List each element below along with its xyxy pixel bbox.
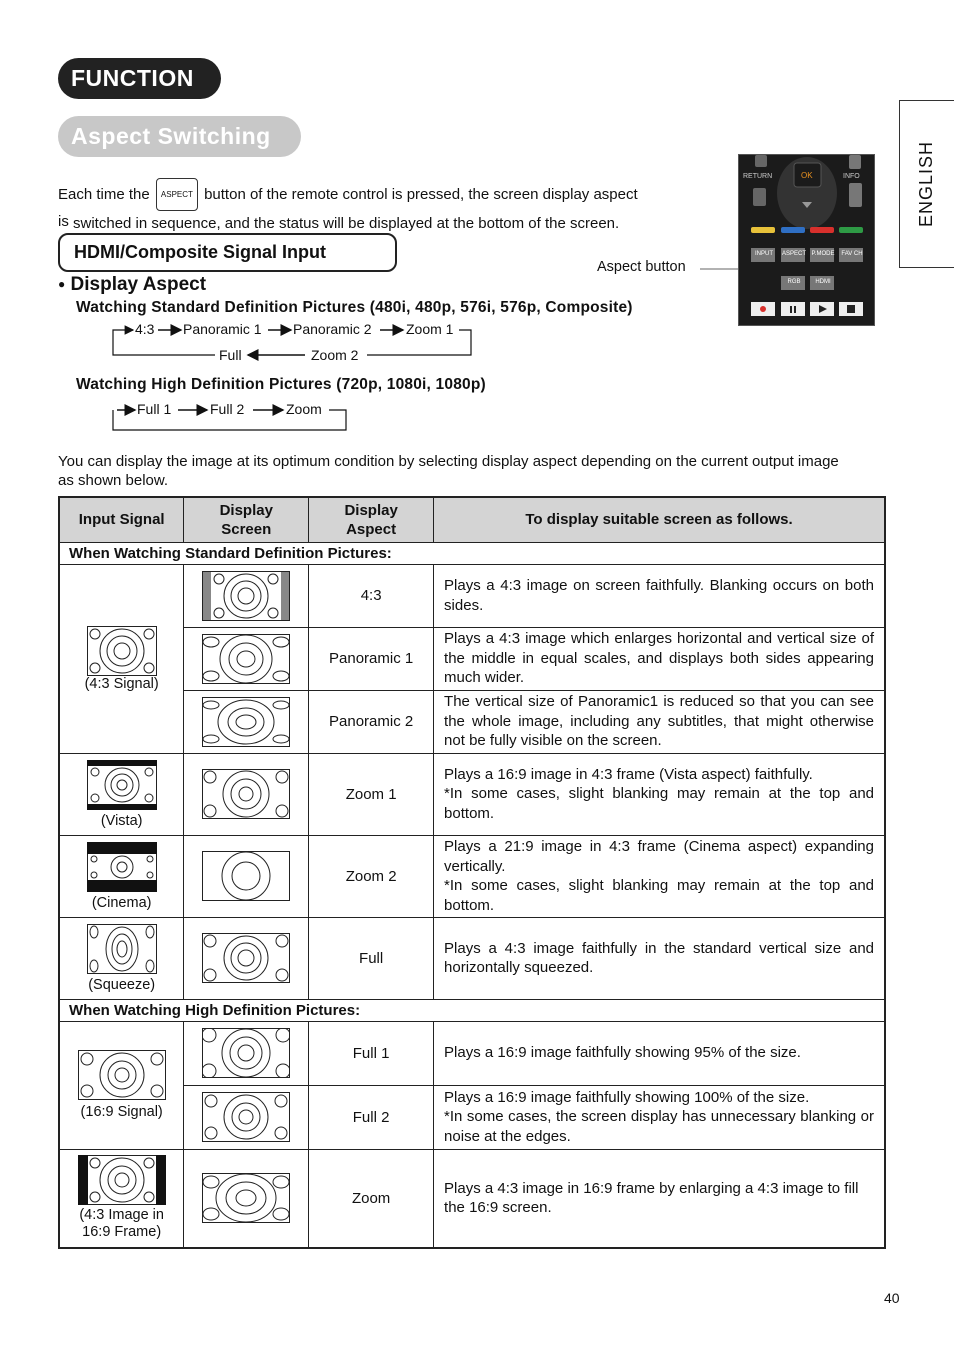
- signal-169-icon: [78, 1050, 166, 1100]
- table-row: [59, 1021, 885, 1085]
- body-paragraph: You can display the image at its optimum condition by selecting display aspect depending on the current output image as shown below.: [58, 453, 839, 489]
- screen-43-cell: [184, 564, 309, 627]
- desc-zoom1-cell: [434, 753, 885, 835]
- sd-section-label: When Watching Standard Definition Pictures:: [59, 542, 885, 564]
- table-row: [59, 627, 885, 690]
- signal-43in169-cell: [59, 1149, 184, 1248]
- page-number: 40: [884, 1290, 900, 1306]
- desc-43: Plays a 4:3 image on screen faithfully. Blanking occurs on both sides.: [434, 564, 885, 627]
- screen-43-icon: [202, 571, 290, 621]
- aspect-zoom: Zoom: [309, 1149, 434, 1248]
- display-aspect-title: [58, 274, 206, 296]
- sd-flow-43: 4:3: [135, 321, 155, 337]
- screen-full2-cell: [184, 1085, 309, 1149]
- aspect-table: [58, 496, 886, 1249]
- signal-cinema-label: (Cinema): [91, 894, 152, 911]
- screen-full1-cell: [184, 1021, 309, 1085]
- table-row: [59, 835, 885, 917]
- screen-panoramic2-cell: [184, 690, 309, 753]
- note-zoom2: *In some cases, slight blanking may remain at the top and bottom.: [444, 877, 874, 914]
- desc-zoom2-cell: [434, 835, 885, 917]
- header-description: To display suitable screen as follows.: [434, 497, 885, 542]
- screen-zoom-cell: [184, 1149, 309, 1248]
- remote-aspect-button: ASPECT: [782, 251, 807, 257]
- table-header-row: [59, 497, 885, 542]
- sd-flow-panoramic1: Panoramic 1: [183, 321, 262, 337]
- hd-section-label: When Watching High Definition Pictures:: [59, 999, 885, 1021]
- intro-text-2: button of the remote control is pressed, the screen display aspect: [204, 186, 638, 203]
- desc-zoom: Plays a 4:3 image in 16:9 frame by enlarging a 4:3 image to fill the 16:9 screen.: [434, 1149, 885, 1248]
- aspect-full: Full: [309, 917, 434, 999]
- screen-zoom1-cell: [184, 753, 309, 835]
- note-zoom1: *In some cases, slight blanking may remain at the top and bottom.: [444, 785, 874, 822]
- signal-squeeze-cell: [59, 917, 184, 999]
- hd-heading: Watching High Definition Pictures (720p, 1080i, 1080p): [76, 376, 486, 393]
- language-tab: [899, 100, 954, 268]
- signal-43-label: (4:3 Signal): [84, 675, 159, 692]
- signal-cinema-icon: [87, 842, 157, 892]
- signal-vista-cell: [59, 753, 184, 835]
- desc-zoom2: Plays a 21:9 image in 4:3 frame (Cinema aspect) expanding vertically.: [444, 838, 874, 875]
- sd-flow-zoom1: Zoom 1: [406, 321, 454, 337]
- sd-flow-panoramic2: Panoramic 2: [293, 321, 372, 337]
- signal-169-cell: [59, 1021, 184, 1149]
- header-display-screen: Display Screen: [184, 497, 309, 542]
- sd-flow-zoom2: Zoom 2: [311, 347, 359, 363]
- remote-rgb-button: RGB: [787, 279, 801, 285]
- aspect-zoom2: Zoom 2: [309, 835, 434, 917]
- desc-panoramic2: The vertical size of Panoramic1 is reduced so that you can see the whole image, including any subtitles, that might otherwise not be fully visible on the screen.: [434, 690, 885, 753]
- signal-squeeze-icon: [87, 924, 157, 974]
- remote-hdmi-button: HDMI: [815, 279, 831, 285]
- header-input-signal: Input Signal: [59, 497, 184, 542]
- desc-full2: Plays a 16:9 image faithfully showing 100% of the size.: [444, 1088, 810, 1106]
- display-aspect-label: Display Aspect: [70, 274, 207, 295]
- desc-zoom1: Plays a 16:9 image in 4:3 frame (Vista aspect) faithfully.: [444, 765, 813, 783]
- aspect-full1: Full 1: [309, 1021, 434, 1085]
- desc-full1: Plays a 16:9 image faithfully showing 95% of the size.: [434, 1021, 885, 1085]
- remote-favch-button: FAV CH: [841, 251, 863, 257]
- aspect-full2: Full 2: [309, 1085, 434, 1149]
- hd-flow-full1: Full 1: [137, 401, 172, 417]
- hd-section-row: [59, 999, 885, 1021]
- table-row: [59, 564, 885, 627]
- remote-pmode-button: P.MODE: [811, 251, 835, 257]
- hd-flow-zoom: Zoom: [286, 401, 322, 417]
- desc-panoramic1: Plays a 4:3 image which enlarges horizontal and vertical size of the middle in equal scales, and displays both sides appearing much wider.: [434, 627, 885, 690]
- signal-squeeze-label: (Squeeze): [88, 976, 156, 993]
- screen-full2-icon: [202, 1092, 290, 1142]
- desc-full2-cell: [434, 1085, 885, 1149]
- intro-paragraph: [58, 178, 698, 236]
- intro-text-1: Each time the: [58, 186, 150, 203]
- signal-vista-label: (Vista): [100, 812, 143, 829]
- signal-vista-icon: [87, 760, 157, 810]
- intro-text-4: switched in sequence, and the status will be displayed at the bottom of the screen.: [73, 215, 620, 232]
- screen-zoom-icon: [202, 1173, 290, 1223]
- screen-panoramic2-icon: [202, 697, 290, 747]
- section-title: Aspect Switching: [58, 116, 301, 157]
- signal-cinema-cell: [59, 835, 184, 917]
- desc-full: Plays a 4:3 image faithfully in the standard vertical size and horizontally squeezed.: [434, 917, 885, 999]
- remote-ok-label: OK: [801, 171, 813, 180]
- aspect-panoramic1: Panoramic 1: [309, 627, 434, 690]
- signal-43in169-label-1: (4:3 Image in: [79, 1207, 164, 1224]
- signal-43in169-label-2: 16:9 Frame): [82, 1224, 162, 1241]
- sd-flow-full: Full: [219, 347, 242, 363]
- screen-panoramic1-icon: [202, 634, 290, 684]
- screen-full1-icon: [202, 1028, 290, 1078]
- remote-input-button: INPUT: [755, 251, 773, 257]
- aspect-key-icon: ASPECT: [156, 178, 198, 211]
- signal-43in169-icon: [78, 1155, 166, 1205]
- screen-zoom2-cell: [184, 835, 309, 917]
- language-tab-label: ENGLISH: [916, 141, 936, 228]
- signal-43-cell: [59, 564, 184, 753]
- screen-zoom2-icon: [202, 851, 290, 901]
- function-header: FUNCTION: [58, 58, 221, 99]
- table-row: [59, 753, 885, 835]
- signal-169-label: (16:9 Signal): [80, 1104, 163, 1120]
- screen-full-icon: [202, 933, 290, 983]
- aspect-panoramic2: Panoramic 2: [309, 690, 434, 753]
- table-row: [59, 1085, 885, 1149]
- bullet-icon: ●: [58, 277, 66, 291]
- aspect-button-callout: Aspect button: [597, 259, 686, 275]
- table-row: [59, 1149, 885, 1248]
- screen-zoom1-icon: [202, 769, 290, 819]
- remote-return-label: RETURN: [743, 173, 773, 180]
- remote-control-image: [738, 154, 875, 326]
- hd-flow-full2: Full 2: [210, 401, 245, 417]
- sd-section-row: [59, 542, 885, 564]
- sd-heading: Watching Standard Definition Pictures (480i, 480p, 576i, 576p, Composite): [76, 299, 633, 316]
- screen-full-cell: [184, 917, 309, 999]
- aspect-43: 4:3: [309, 564, 434, 627]
- table-row: [59, 917, 885, 999]
- signal-43-icon: [87, 626, 157, 676]
- remote-info-label: INFO: [843, 173, 860, 180]
- hdmi-composite-heading: HDMI/Composite Signal Input: [58, 233, 397, 272]
- header-display-aspect: Display Aspect: [309, 497, 434, 542]
- table-row: [59, 690, 885, 753]
- note-full2: *In some cases, the screen display has unnecessary blanking or noise at the edges.: [444, 1108, 874, 1145]
- intro-text-3: is: [58, 213, 69, 230]
- aspect-zoom1: Zoom 1: [309, 753, 434, 835]
- screen-panoramic1-cell: [184, 627, 309, 690]
